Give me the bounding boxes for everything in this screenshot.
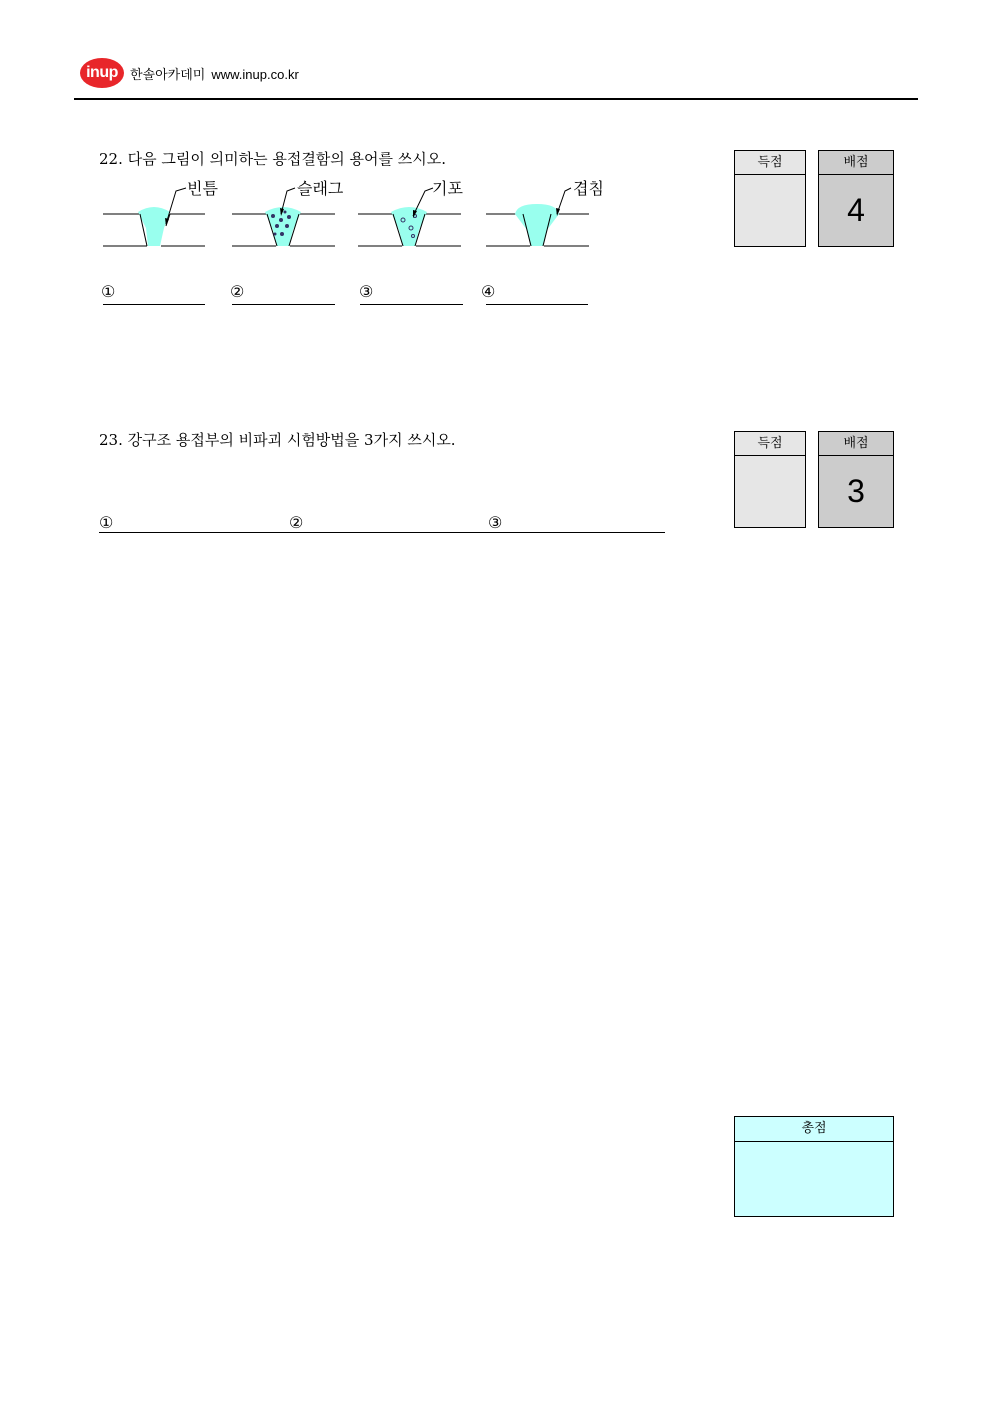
question-23-text: 23. 강구조 용접부의 비파괴 시험방법을 3가지 쓰시오. <box>99 431 456 449</box>
q22-score-value <box>735 175 805 246</box>
header-rule <box>74 98 918 100</box>
logo-text: inup <box>86 64 118 81</box>
inup-logo <box>80 58 124 88</box>
q22-score-box[interactable] <box>734 150 806 247</box>
answer-22-3-marker: ③ <box>359 282 374 301</box>
q23-points-box <box>818 431 894 528</box>
q23-score-box[interactable] <box>734 431 806 528</box>
answer-23-3-marker: ③ <box>488 513 503 532</box>
answer-23-line[interactable] <box>99 532 665 533</box>
site-url[interactable]: www.inup.co.kr <box>211 67 299 82</box>
figure-label-slag: 슬래그 <box>297 179 344 198</box>
answer-22-2-line[interactable] <box>232 304 335 305</box>
answer-22-3-line[interactable] <box>360 304 463 305</box>
figure-label-gap: 빈틈 <box>187 179 218 198</box>
q22-score-header: 득점 <box>735 151 805 175</box>
q23-points-header: 배점 <box>819 432 893 456</box>
question-22-text: 22. 다음 그림이 의미하는 용접결함의 용어를 쓰시오. <box>99 150 447 168</box>
answer-22-1-line[interactable] <box>103 304 205 305</box>
q22-points-header: 배점 <box>819 151 893 175</box>
answer-22-2-marker: ② <box>230 282 245 301</box>
total-score-header: 총점 <box>735 1117 893 1142</box>
answer-22-4-marker: ④ <box>481 282 496 301</box>
answer-23-1-marker: ① <box>99 513 114 532</box>
academy-name: 한솔아카데미 <box>130 68 206 83</box>
brand <box>130 64 299 83</box>
q22-points-value: 4 <box>847 192 865 228</box>
answer-22-4-line[interactable] <box>486 304 588 305</box>
figure-label-overlap: 겹침 <box>573 179 604 198</box>
q23-score-header: 득점 <box>735 432 805 456</box>
answer-23-2-marker: ② <box>289 513 304 532</box>
figure-label-porosity: 기포 <box>432 179 463 198</box>
q23-score-value <box>735 456 805 527</box>
q22-points-box <box>818 150 894 247</box>
answer-22-1-marker: ① <box>101 282 116 301</box>
q23-points-value: 3 <box>847 473 865 509</box>
total-score-box[interactable] <box>734 1116 894 1217</box>
